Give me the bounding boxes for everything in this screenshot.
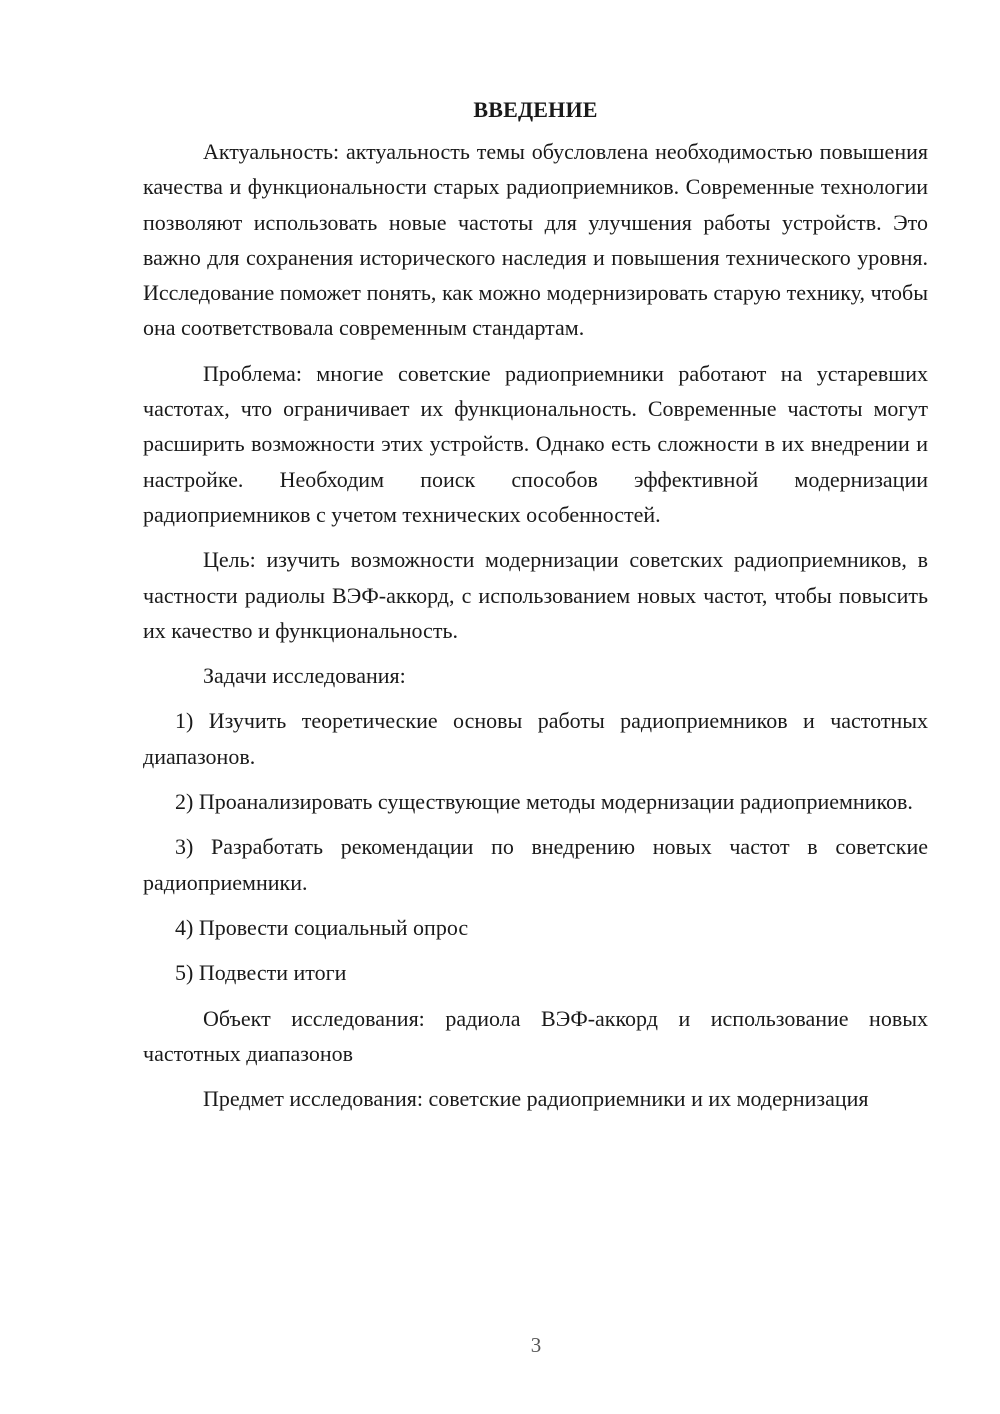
- paragraph-subject: Предмет исследования: советские радиоприемники и их модернизация: [203, 1086, 869, 1112]
- document-page: [143, 92, 928, 1126]
- page-number: 3: [530, 1333, 542, 1357]
- task-item-1: 1) Изучить теоретические основы работы радиоприемников и частотных диапазонов.: [143, 708, 928, 769]
- task-item-3: 3) Разработать рекомендации по внедрению новых частот в советские радиоприемники.: [143, 834, 928, 895]
- task-item-4: 4) Провести социальный опрос: [175, 914, 469, 940]
- paragraph-object: Объект исследования: радиола ВЭФ-аккорд и использование новых частотных диапазонов: [143, 1005, 928, 1066]
- paragraph-tasks-heading: Задачи исследования:: [203, 663, 406, 689]
- paragraph-relevance: Актуальность: актуальность темы обусловлена необходимостью повышения качества и функциональности старых радиоприемников. Современные технологии позволяют использовать новые частоты для улучшения работы устройств. Это важно для сохранения исторического наследия и повышения технического уровня. Исследование поможет понять, как можно модернизировать старую технику, чтобы она соответствовала современным стандартам.: [143, 139, 928, 341]
- paragraph-goal: Цель: изучить возможности модернизации советских радиоприемников, в частности радиолы ВЭФ-аккорд, с использованием новых частот, чтобы повысить их качество и функциональность.: [143, 547, 928, 643]
- task-item-5: 5) Подвести итоги: [175, 960, 347, 986]
- task-item-2: 2) Проанализировать существующие методы модернизации радиоприемников.: [175, 789, 913, 815]
- paragraph-problem: Проблема: многие советские радиоприемники работают на устаревших частотах, что ограничивает их функциональность. Современные частоты могут расширить возможности этих устройств. Однако есть сложности в их внедрении и настройке. Необходим поиск способов эффективной модернизации радиоприемников с учетом технических особенностей.: [143, 360, 928, 527]
- page-title: ВВЕДЕНИЕ: [473, 97, 598, 122]
